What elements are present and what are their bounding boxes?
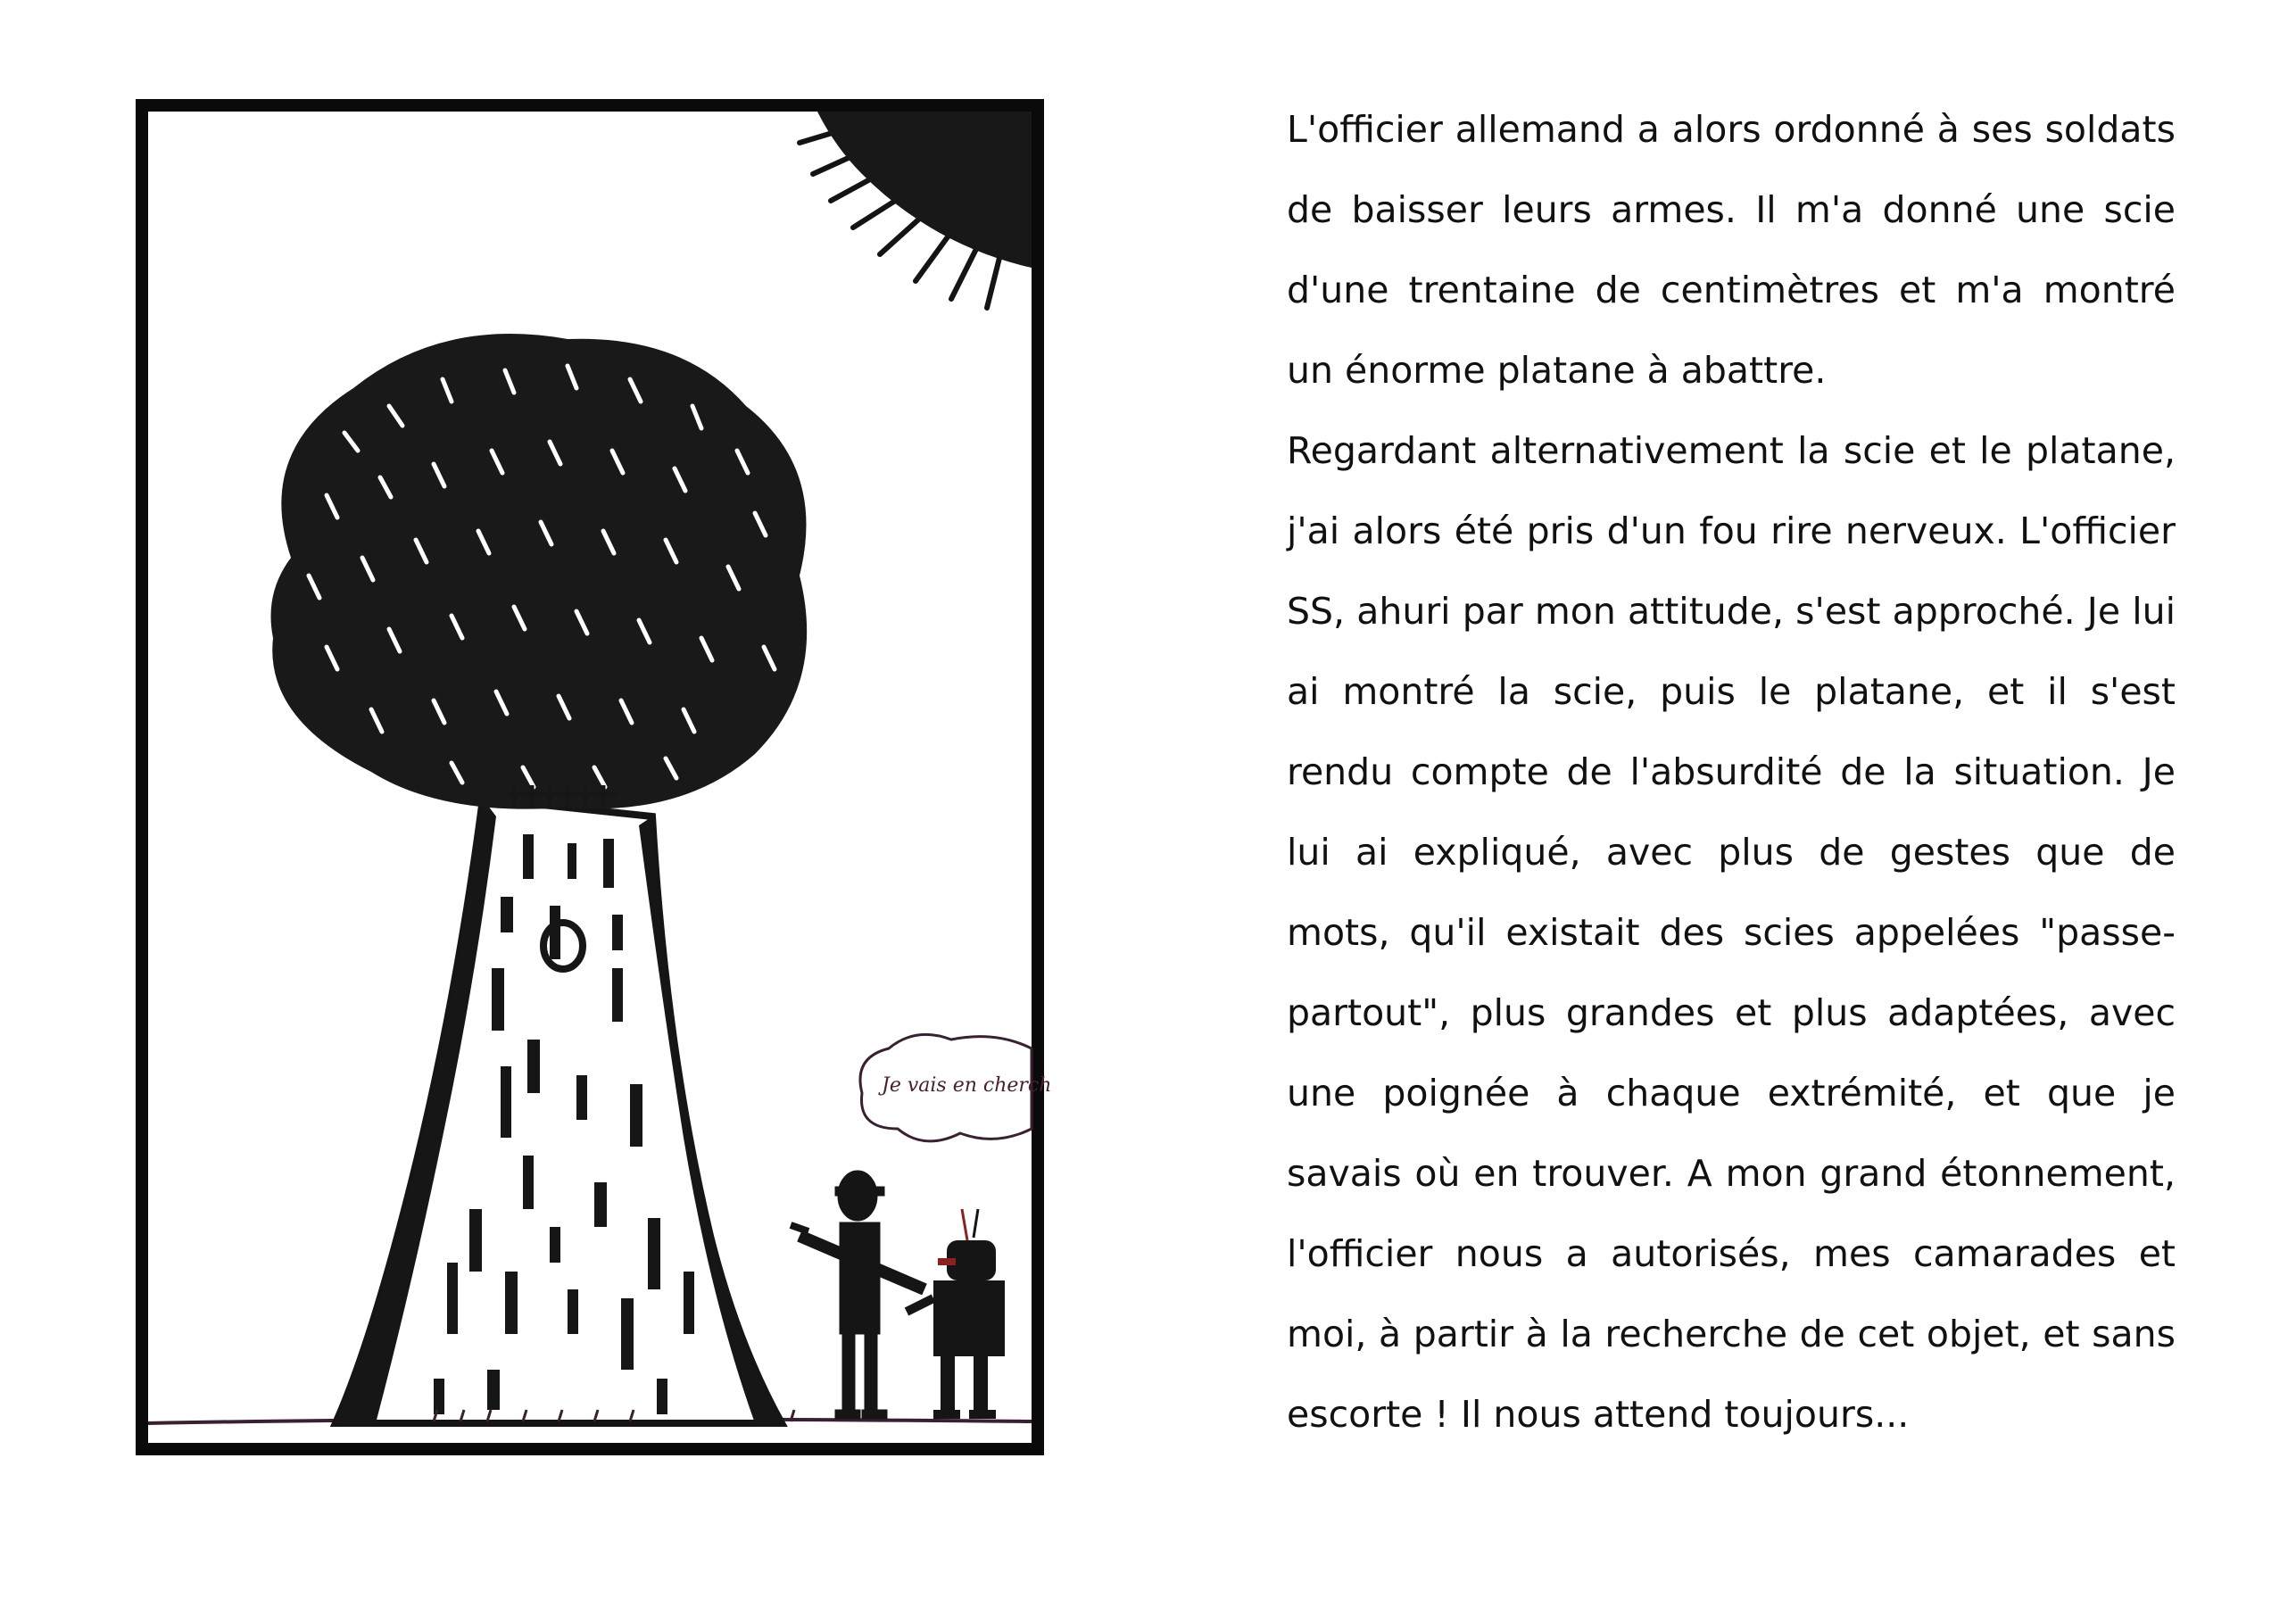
tree-trunk	[336, 799, 782, 1423]
illustration-panel	[136, 99, 1052, 1455]
prisoner-figure	[907, 1209, 1005, 1419]
speech-bubble	[860, 1034, 1051, 1141]
paragraph-2: Regardant alternativement la scie et le platane, j'ai alors été pris d'un fou rire nerveux. L'officier SS, ahuri par mon attitude, s'est approché. Je lui ai montré la scie, puis le platane, et il s'est rendu compte de l'absurdité de la situation. Je lui ai expliqué, avec plus de gestes que de mots, qu'il existait des scies appelées "passe-partout", plus grandes et plus adaptées, avec une poignée à chaque extrémité, et que je savais où en trouver. A mon grand étonnement, l'officier nous a autorisés, mes camarades et moi, à partir à la recherche de cet objet, et sans escorte ! Il nous attend toujours...	[1287, 429, 2176, 1436]
speech-bubble-text: Je vais en cherch	[882, 1074, 1052, 1097]
tree-crown	[271, 334, 808, 809]
tree-scene-drawing	[148, 112, 1052, 1443]
paragraph-1: L'officier allemand a alors ordonné à ses soldats de baisser leurs armes. Il m'a donné une scie d'une trentaine de centimètres et m'a montré un énorme platane à abattre.	[1287, 108, 2176, 392]
story-text	[1287, 89, 2176, 1454]
soldier-figure	[791, 1171, 924, 1419]
